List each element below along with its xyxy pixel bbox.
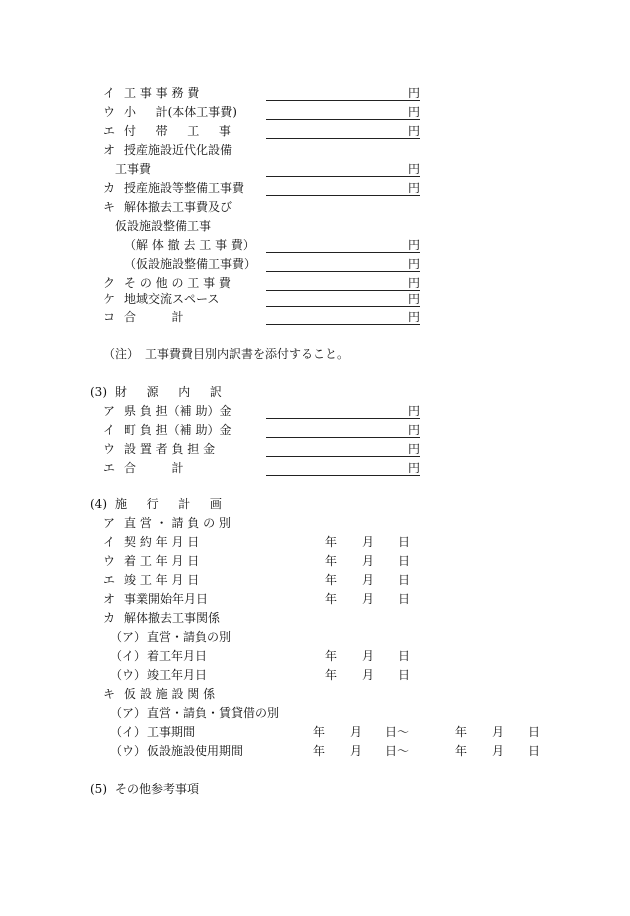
item-i-mark: イ (103, 86, 116, 100)
item-o-mark: オ (103, 143, 116, 157)
item-o-unit: 円 (408, 162, 421, 176)
item-ku-amount-field[interactable] (266, 290, 420, 291)
item-o-amount-field[interactable] (266, 176, 420, 177)
s3-item-i-unit: 円 (408, 423, 421, 437)
ki-sub-u-label: 仮設施設使用期間 (147, 744, 244, 758)
s4-item-i-month: 月 (362, 535, 375, 549)
ki-sub-i-start-year: 年 (313, 725, 326, 739)
ki-sub-u-start-month: 月 (350, 744, 363, 758)
s4-item-o-month: 月 (362, 592, 375, 606)
s4-item-u-label: 着 工 年 月 日 (124, 554, 200, 568)
ki-sub-u-end-day: 日 (528, 744, 541, 758)
s4-item-ka-label: 解体撤去工事関係 (124, 611, 221, 625)
item-ka-mark: カ (103, 181, 116, 195)
section4-heading: 施 行 計 画 (115, 497, 222, 511)
item-ku-mark: ク (103, 276, 116, 290)
s4-item-o-year: 年 (325, 592, 338, 606)
s4-item-e-day: 日 (398, 573, 411, 587)
s3-item-i-mark: イ (103, 423, 116, 437)
s4-item-i-day: 日 (398, 535, 411, 549)
item-ka-amount-field[interactable] (266, 195, 420, 196)
item-o-label-cont: 工事費 (115, 162, 152, 176)
item-i-label: 工 事 事 務 費 (124, 86, 200, 100)
s4-item-e-year: 年 (325, 573, 338, 587)
item-ke-mark: ケ (103, 292, 116, 306)
s3-item-e-amount-field[interactable] (266, 475, 420, 476)
ki-sub-a-mark: （ア） (110, 706, 147, 720)
item-ke-unit: 円 (408, 292, 421, 306)
item-ko-label: 合 計 (124, 310, 184, 324)
ka-sub-i-year: 年 (325, 649, 338, 663)
ki-sub-i-label: 工事期間 (147, 725, 196, 739)
item-ku-unit: 円 (408, 276, 421, 290)
ka-sub-a-label: 直営・請負の別 (147, 630, 232, 644)
s3-item-a-unit: 円 (408, 404, 421, 418)
ki-sub-i-end-day: 日 (528, 725, 541, 739)
ka-sub-u-month: 月 (362, 668, 375, 682)
s4-item-o-label: 事業開始年月日 (124, 592, 209, 606)
s4-item-ki-mark: キ (103, 687, 116, 701)
ka-sub-i-label: 着工年月日 (147, 649, 208, 663)
s4-item-ki-label: 仮 設 施 設 関 係 (124, 687, 216, 701)
item-u-mark: ウ (103, 105, 116, 119)
ka-sub-a-mark: （ア） (110, 630, 147, 644)
ka-sub-i-day: 日 (398, 649, 411, 663)
s3-item-u-unit: 円 (408, 442, 421, 456)
item-ko-unit: 円 (408, 310, 421, 324)
item-ki-temporary-unit: 円 (408, 257, 421, 271)
item-i-unit: 円 (408, 86, 421, 100)
ki-sub-u-start-day: 日〜 (385, 744, 410, 758)
item-e-unit: 円 (408, 124, 421, 138)
item-u-amount-field[interactable] (266, 119, 420, 120)
item-ke-amount-field[interactable] (266, 306, 420, 307)
note-text: （注） 工事費費目別内訳書を添付すること。 (103, 347, 350, 361)
item-ki-temporary-amount-field[interactable] (266, 271, 420, 272)
item-ki-demolition-unit: 円 (408, 238, 421, 252)
item-ku-label: そ の 他 の 工 事 費 (124, 276, 231, 290)
s4-item-a-label: 直 営 ・ 請 負 の 別 (124, 516, 231, 530)
s4-item-e-label: 竣 工 年 月 日 (124, 573, 200, 587)
item-e-label: 付 帯 工 事 (124, 124, 231, 138)
s3-item-u-amount-field[interactable] (266, 456, 420, 457)
ki-sub-u-start-year: 年 (313, 744, 326, 758)
s4-item-e-mark: エ (103, 573, 116, 587)
ki-sub-u-end-month: 月 (492, 744, 505, 758)
ka-sub-u-day: 日 (398, 668, 411, 682)
item-u-label: 小 計(本体工事費) (124, 105, 237, 119)
item-ki-temporary-label: （仮設施設整備工事費） (124, 257, 257, 271)
item-ki-label-cont: 仮設施設整備工事 (115, 219, 212, 233)
section3-heading: 財 源 内 訳 (115, 385, 222, 399)
s3-item-e-label: 合 計 (124, 461, 184, 475)
item-ko-amount-field[interactable] (266, 324, 420, 325)
ki-sub-i-end-month: 月 (492, 725, 505, 739)
item-u-unit: 円 (408, 105, 421, 119)
ki-sub-i-start-month: 月 (350, 725, 363, 739)
s4-item-o-day: 日 (398, 592, 411, 606)
ka-sub-u-year: 年 (325, 668, 338, 682)
s3-item-e-unit: 円 (408, 461, 421, 475)
s4-item-u-year: 年 (325, 554, 338, 568)
ki-sub-i-start-day: 日〜 (385, 725, 410, 739)
ki-sub-a-label: 直営・請負・賃貸借の別 (147, 706, 280, 720)
item-e-mark: エ (103, 124, 116, 138)
s4-item-u-mark: ウ (103, 554, 116, 568)
s3-item-a-mark: ア (103, 404, 116, 418)
ki-sub-i-end-year: 年 (455, 725, 468, 739)
s3-item-i-label: 町 負 担（補 助）金 (124, 423, 232, 437)
ki-sub-i-mark: （イ） (110, 725, 147, 739)
section4-number: (4) (90, 497, 107, 511)
item-ki-demolition-label: （解 体 撤 去 工 事 費） (124, 238, 255, 252)
item-ki-label: 解体撤去工事費及び (124, 200, 233, 214)
s3-item-u-label: 設 置 者 負 担 金 (124, 442, 216, 456)
s3-item-a-amount-field[interactable] (266, 418, 420, 419)
s4-item-u-month: 月 (362, 554, 375, 568)
s4-item-i-year: 年 (325, 535, 338, 549)
ka-sub-u-label: 竣工年月日 (147, 668, 208, 682)
s4-item-ka-mark: カ (103, 611, 116, 625)
s4-item-i-mark: イ (103, 535, 116, 549)
section5-number: (5) (90, 782, 107, 796)
item-i-amount-field[interactable] (266, 100, 420, 101)
s4-item-a-mark: ア (103, 516, 116, 530)
s3-item-e-mark: エ (103, 461, 116, 475)
item-ko-mark: コ (103, 310, 116, 324)
s4-item-o-mark: オ (103, 592, 116, 606)
item-ki-demolition-amount-field[interactable] (266, 252, 420, 253)
s3-item-a-label: 県 負 担（補 助）金 (124, 404, 232, 418)
item-e-amount-field[interactable] (266, 138, 420, 139)
item-ka-unit: 円 (408, 181, 421, 195)
item-ke-label: 地域交流スペース (124, 292, 220, 306)
ki-sub-u-end-year: 年 (455, 744, 468, 758)
item-ki-mark: キ (103, 200, 116, 214)
s3-item-i-amount-field[interactable] (266, 437, 420, 438)
section5-heading: その他参考事項 (115, 782, 200, 796)
ka-sub-u-mark: （ウ） (110, 668, 147, 682)
s4-item-e-month: 月 (362, 573, 375, 587)
section3-number: (3) (90, 385, 107, 399)
s3-item-u-mark: ウ (103, 442, 116, 456)
s4-item-u-day: 日 (398, 554, 411, 568)
s4-item-i-label: 契 約 年 月 日 (124, 535, 200, 549)
item-ka-label: 授産施設等整備工事費 (124, 181, 245, 195)
item-o-label: 授産施設近代化設備 (124, 143, 233, 157)
ki-sub-u-mark: （ウ） (110, 744, 147, 758)
ka-sub-i-mark: （イ） (110, 649, 147, 663)
ka-sub-i-month: 月 (362, 649, 375, 663)
